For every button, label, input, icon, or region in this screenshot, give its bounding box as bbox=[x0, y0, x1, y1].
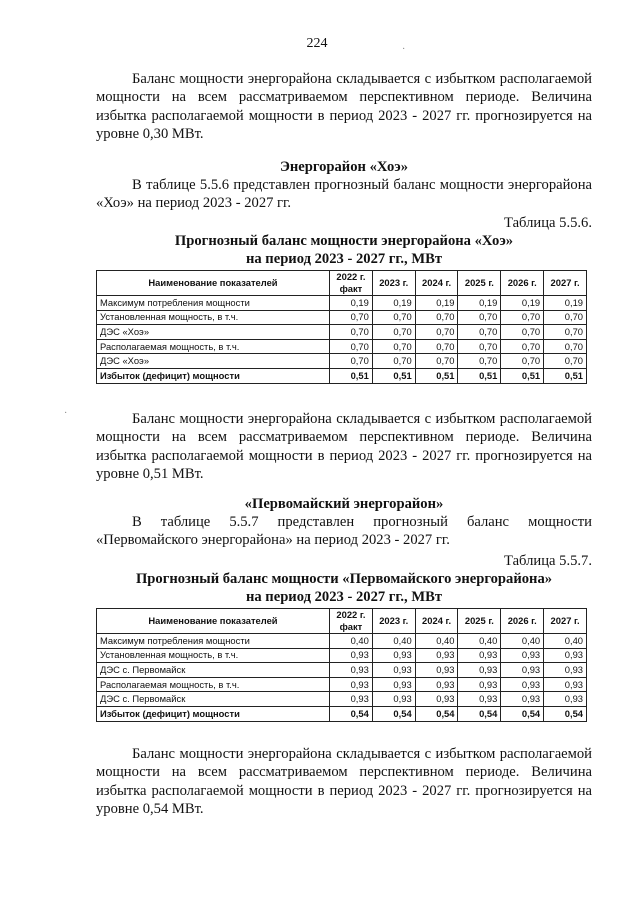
table-cell-value: 0,93 bbox=[501, 663, 544, 678]
section-hoe-intro-text: В таблице 5.5.6 представлен прогнозный баланс мощности энергорайона «Хоэ» на период 2023 - 2027 гг. bbox=[96, 177, 592, 212]
table-row bbox=[97, 368, 587, 383]
section-hoe-intro bbox=[96, 176, 592, 213]
table-cell-value: 0,19 bbox=[330, 296, 373, 311]
table-cell-value: 0,19 bbox=[415, 296, 458, 311]
table-label-5-5-7: Таблица 5.5.7. bbox=[504, 553, 592, 569]
table-cell-value: 0,93 bbox=[415, 677, 458, 692]
table-cell-value: 0,70 bbox=[544, 339, 587, 354]
table-cell-value: 0,70 bbox=[415, 339, 458, 354]
section-heading-pervomaisky: «Первомайский энергорайон» bbox=[244, 496, 444, 512]
column-header-year: 2023 г. bbox=[372, 271, 415, 296]
table-cell-value: 0,51 bbox=[330, 368, 373, 383]
table-cell-value: 0,93 bbox=[458, 648, 501, 663]
column-header-year: 2022 г. факт bbox=[330, 271, 373, 296]
table-cell-value: 0,93 bbox=[415, 663, 458, 678]
column-header-year: 2025 г. bbox=[458, 609, 501, 634]
row-label: Установленная мощность, в т.ч. bbox=[97, 648, 330, 663]
table-cell-value: 0,70 bbox=[458, 339, 501, 354]
table-cell-value: 0,70 bbox=[458, 354, 501, 369]
intro-paragraph-text: Баланс мощности энергорайона складывается с избытком располагаемой мощности на всем рассматриваемом перспективном периоде. Величина избытка располагаемой мощности в период 2023 - 2027 гг. прогнозируется на уровне 0,30 МВт. bbox=[96, 71, 592, 143]
table-5-5-6 bbox=[96, 270, 587, 384]
table-cell-value: 0,93 bbox=[330, 692, 373, 707]
section-hoe-summary-text: Баланс мощности энергорайона складывается с избытком располагаемой мощности на всем рассматриваемом перспективном периоде. Величина избытка располагаемой мощности в период 2023 - 2027 гг. прогнозируется на уровне 0,51 МВт. bbox=[96, 411, 592, 483]
table-title-5-5-6-line1: Прогнозный баланс мощности энергорайона «Хоэ» bbox=[174, 233, 514, 249]
row-label: Максимум потребления мощности bbox=[97, 296, 330, 311]
table-cell-value: 0,70 bbox=[415, 310, 458, 325]
row-label: ДЭС «Хоэ» bbox=[97, 325, 330, 340]
table-cell-value: 0,54 bbox=[415, 706, 458, 721]
table-cell-value: 0,93 bbox=[544, 677, 587, 692]
section-pervomaisky-summary bbox=[96, 745, 592, 819]
table-cell-value: 0,70 bbox=[501, 354, 544, 369]
table-cell-value: 0,93 bbox=[372, 677, 415, 692]
row-label: Избыток (дефицит) мощности bbox=[97, 706, 330, 721]
table-cell-value: 0,70 bbox=[372, 339, 415, 354]
table-cell-value: 0,93 bbox=[372, 648, 415, 663]
table-row bbox=[97, 339, 587, 354]
column-header-name: Наименование показателей bbox=[97, 271, 330, 296]
table-cell-value: 0,54 bbox=[544, 706, 587, 721]
table-row bbox=[97, 310, 587, 325]
table-cell-value: 0,93 bbox=[544, 663, 587, 678]
table-cell-value: 0,40 bbox=[501, 634, 544, 649]
column-header-year: 2023 г. bbox=[372, 609, 415, 634]
scan-mark: · bbox=[64, 408, 68, 419]
table-cell-value: 0,40 bbox=[458, 634, 501, 649]
table-cell-value: 0,19 bbox=[501, 296, 544, 311]
row-label: Избыток (дефицит) мощности bbox=[97, 368, 330, 383]
table-cell-value: 0,93 bbox=[330, 677, 373, 692]
table-5-5-7 bbox=[96, 608, 587, 722]
column-header-year: 2026 г. bbox=[501, 609, 544, 634]
table-cell-value: 0,93 bbox=[330, 648, 373, 663]
table-cell-value: 0,93 bbox=[501, 648, 544, 663]
table-cell-value: 0,54 bbox=[501, 706, 544, 721]
table-cell-value: 0,70 bbox=[372, 325, 415, 340]
table-row bbox=[97, 325, 587, 340]
table-row bbox=[97, 692, 587, 707]
table-cell-value: 0,70 bbox=[501, 339, 544, 354]
table-cell-value: 0,93 bbox=[415, 692, 458, 707]
table-cell-value: 0,40 bbox=[330, 634, 373, 649]
table-cell-value: 0,51 bbox=[458, 368, 501, 383]
table-cell-value: 0,93 bbox=[501, 692, 544, 707]
table-cell-value: 0,70 bbox=[544, 325, 587, 340]
row-label: ДЭС с. Первомайск bbox=[97, 663, 330, 678]
table-cell-value: 0,40 bbox=[372, 634, 415, 649]
table-cell-value: 0,54 bbox=[458, 706, 501, 721]
table-row bbox=[97, 296, 587, 311]
table-cell-value: 0,93 bbox=[544, 648, 587, 663]
table-row bbox=[97, 706, 587, 721]
row-label: ДЭС с. Первомайск bbox=[97, 692, 330, 707]
table-cell-value: 0,70 bbox=[330, 339, 373, 354]
table-cell-value: 0,93 bbox=[415, 648, 458, 663]
row-label: ДЭС «Хоэ» bbox=[97, 354, 330, 369]
table-cell-value: 0,93 bbox=[458, 692, 501, 707]
table-cell-value: 0,93 bbox=[544, 692, 587, 707]
column-header-year: 2024 г. bbox=[415, 609, 458, 634]
scan-mark: · bbox=[402, 44, 406, 55]
table-cell-value: 0,54 bbox=[372, 706, 415, 721]
table-cell-value: 0,19 bbox=[458, 296, 501, 311]
table-cell-value: 0,40 bbox=[415, 634, 458, 649]
table-cell-value: 0,70 bbox=[415, 354, 458, 369]
intro-paragraph bbox=[96, 70, 592, 144]
table-row bbox=[97, 354, 587, 369]
table-row bbox=[97, 663, 587, 678]
table-title-5-5-6-line2: на период 2023 - 2027 гг., МВт bbox=[245, 251, 443, 267]
table-row bbox=[97, 648, 587, 663]
section-pervomaisky-intro bbox=[96, 513, 592, 550]
column-header-year: 2024 г. bbox=[415, 271, 458, 296]
table-cell-value: 0,93 bbox=[501, 677, 544, 692]
table-title-5-5-7-line1: Прогнозный баланс мощности «Первомайского энергорайона» bbox=[135, 571, 553, 587]
table-cell-value: 0,54 bbox=[330, 706, 373, 721]
table-cell-value: 0,70 bbox=[544, 354, 587, 369]
table-cell-value: 0,70 bbox=[372, 354, 415, 369]
table-cell-value: 0,19 bbox=[372, 296, 415, 311]
section-heading-hoe: Энергорайон «Хоэ» bbox=[279, 159, 409, 175]
table-cell-value: 0,70 bbox=[544, 310, 587, 325]
section-pervomaisky-summary-text: Баланс мощности энергорайона складывается с избытком располагаемой мощности на всем рассматриваемом перспективном периоде. Величина избытка располагаемой мощности в период 2023 - 2027 гг. прогнозируется на уровне 0,54 МВт. bbox=[96, 746, 592, 818]
table-cell-value: 0,70 bbox=[330, 325, 373, 340]
table-cell-value: 0,93 bbox=[372, 663, 415, 678]
table-cell-value: 0,70 bbox=[501, 325, 544, 340]
table-cell-value: 0,70 bbox=[330, 310, 373, 325]
table-cell-value: 0,70 bbox=[458, 325, 501, 340]
row-label: Максимум потребления мощности bbox=[97, 634, 330, 649]
section-hoe-summary bbox=[96, 410, 592, 484]
table-row bbox=[97, 677, 587, 692]
row-label: Располагаемая мощность, в т.ч. bbox=[97, 677, 330, 692]
table-cell-value: 0,93 bbox=[330, 663, 373, 678]
table-cell-value: 0,51 bbox=[501, 368, 544, 383]
row-label: Установленная мощность, в т.ч. bbox=[97, 310, 330, 325]
table-label-5-5-6: Таблица 5.5.6. bbox=[504, 215, 592, 231]
table-cell-value: 0,51 bbox=[544, 368, 587, 383]
column-header-name: Наименование показателей bbox=[97, 609, 330, 634]
table-cell-value: 0,93 bbox=[458, 663, 501, 678]
table-cell-value: 0,70 bbox=[372, 310, 415, 325]
column-header-year: 2027 г. bbox=[544, 271, 587, 296]
column-header-year: 2027 г. bbox=[544, 609, 587, 634]
table-cell-value: 0,70 bbox=[501, 310, 544, 325]
table-cell-value: 0,70 bbox=[415, 325, 458, 340]
section-pervomaisky-intro-text: В таблице 5.5.7 представлен прогнозный баланс мощности «Первомайского энергорайона» на период 2023 - 2027 гг. bbox=[96, 514, 592, 549]
column-header-year: 2026 г. bbox=[501, 271, 544, 296]
table-row bbox=[97, 634, 587, 649]
table-cell-value: 0,70 bbox=[330, 354, 373, 369]
table-cell-value: 0,51 bbox=[372, 368, 415, 383]
table-cell-value: 0,51 bbox=[415, 368, 458, 383]
column-header-year: 2025 г. bbox=[458, 271, 501, 296]
table-cell-value: 0,40 bbox=[544, 634, 587, 649]
table-cell-value: 0,93 bbox=[458, 677, 501, 692]
page-number: 224 bbox=[306, 36, 328, 51]
table-title-5-5-7-line2: на период 2023 - 2027 гг., МВт bbox=[245, 589, 443, 605]
table-cell-value: 0,19 bbox=[544, 296, 587, 311]
table-cell-value: 0,70 bbox=[458, 310, 501, 325]
table-cell-value: 0,93 bbox=[372, 692, 415, 707]
row-label: Располагаемая мощность, в т.ч. bbox=[97, 339, 330, 354]
column-header-year: 2022 г. факт bbox=[330, 609, 373, 634]
